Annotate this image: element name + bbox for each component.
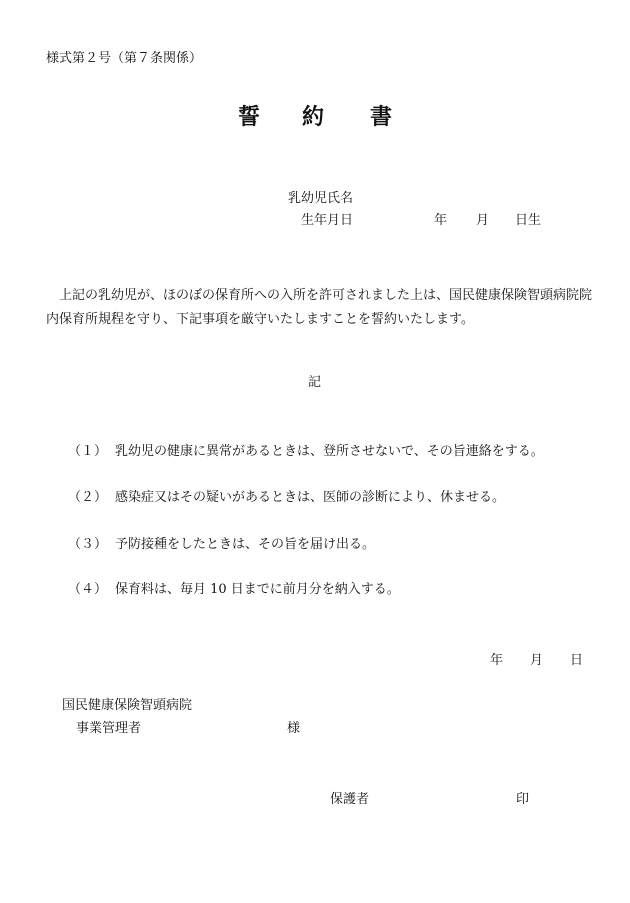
pledge-paragraph — [46, 284, 596, 332]
document-title — [0, 106, 630, 130]
ki-heading: 記 — [308, 375, 322, 390]
dob-year-label: 年 — [434, 213, 448, 228]
guardian-label: 保護者 — [330, 792, 370, 807]
item-text: 感染症又はその疑いがあるときは、医師の診断により、休ませる。 — [115, 490, 506, 505]
item-number: （１） — [68, 444, 108, 459]
seal-mark: 印 — [516, 792, 530, 807]
item-text: 予防接種をしたときは、その旨を届け出る。 — [115, 537, 376, 552]
honorific: 様 — [287, 721, 301, 736]
item-text: 乳幼児の健康に異常があるときは、登所させないで、その旨連絡をする。 — [115, 444, 544, 459]
dob-day-label: 日生 — [515, 213, 542, 228]
child-name-label: 乳幼児氏名 — [288, 191, 354, 206]
item-number: （３） — [68, 537, 108, 552]
signing-month-label: 月 — [530, 653, 544, 668]
item-number: （４） — [68, 582, 108, 597]
item-number: （２） — [68, 490, 108, 505]
title-char-3: 書 — [370, 104, 393, 130]
title-char-2: 約 — [302, 104, 325, 130]
item-text: 保育料は、毎月 10 日までに前月分を納入する。 — [115, 582, 400, 597]
form-number: 様式第２号（第７条関係） — [46, 51, 203, 66]
pledge-text: 上記の乳幼児が、ほのぼの保育所への入所を許可されました上は、国民健康保険智頭病院院内保育所規程を守り、下記事項を厳守いたしますことを誓約いたします。 — [46, 288, 593, 327]
title-char-1: 誓 — [238, 104, 261, 130]
dob-month-label: 月 — [476, 213, 490, 228]
administrator-title: 事業管理者 — [76, 721, 142, 736]
hospital-name: 国民健康保険智頭病院 — [62, 698, 193, 713]
signing-day-label: 日 — [570, 653, 584, 668]
date-of-birth-label: 生年月日 — [301, 213, 354, 228]
signing-year-label: 年 — [490, 653, 504, 668]
